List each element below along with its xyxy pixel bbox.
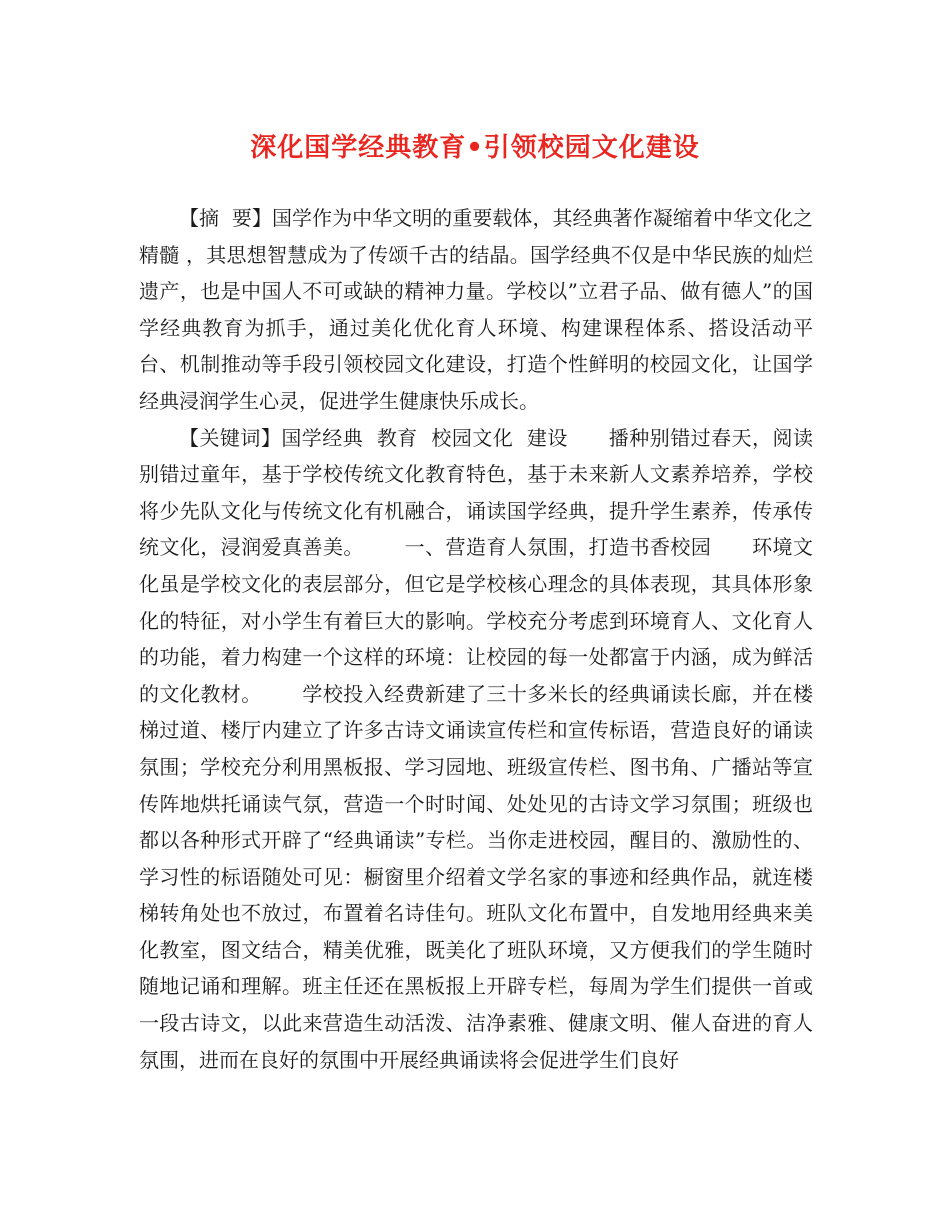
document-body [139,200,813,1078]
page-title: 深化国学经典教育•引领校园文化建设 [250,133,700,163]
keywords-paragraph: 【关键词】国学经典 教育 校园文化 建设 播种别错过春天，阅读别错过童年，基于学校传统文化教育特色，基于未来新人文素养培养，学校将少先队文化与传统文化有机融合，诵读国学经典，提升学生素养，传承传统文化，浸润爱真善美。 一、营造育人氛围，打造书香校园 环境文化虽是学校文化的表层部分，但它是学校核心理念的具体表现，其具体形象化的特征，对小学生有着巨大的影响。学校充分考虑到环境育人、文化育人的功能，着力构建一个这样的环境：让校园的每一处都富于内涵，成为鲜活的文化教材。 学校投入经费新建了三十多米长的经典诵读长廊，并在楼梯过道、楼厅内建立了许多古诗文诵读宣传栏和宣传标语，营造良好的诵读氛围；学校充分利用黑板报、学习园地、班级宣传栏、图书角、广播站等宣传阵地烘托诵读气氛，营造一个时时闻、处处见的古诗文学习氛围；班级也都以各种形式开辟了“经典诵读”专栏。当你走进校园，醒目的、激励性的、学习性的标语随处可见：橱窗里介绍着文学名家的事迹和经典作品，就连楼梯转角处也不放过，布置着名诗佳句。班队文化布置中，自发地用经典来美化教室，图文结合，精美优雅，既美化了班队环境，又方便我们的学生随时随地记诵和理解。班主任还在黑板报上开辟专栏，每周为学生们提供一首或一段古诗文，以此来营造生动活泼、洁净素雅、健康文明、催人奋进的育人氛围，进而在良好的氛围中开展经典诵读将会促进学生们良好 [139,425,813,1072]
abstract-paragraph: 【摘 要】国学作为中华文明的重要载体，其经典著作凝缩着中华文化之精髓 ，其思想智慧成为了传颂千古的结晶。国学经典不仅是中华民族的灿烂遗产，也是中国人不可或缺的精神力量。学校以”立君子品、做有德人”的国学经典教育为抓手，通过美化优化育人环境、构建课程体系、搭设活动平台、机制推动等手段引领校园文化建设，打造个性鲜明的校园文化，让国学经典浸润学生心灵，促进学生健康快乐成长。 [139,206,813,413]
